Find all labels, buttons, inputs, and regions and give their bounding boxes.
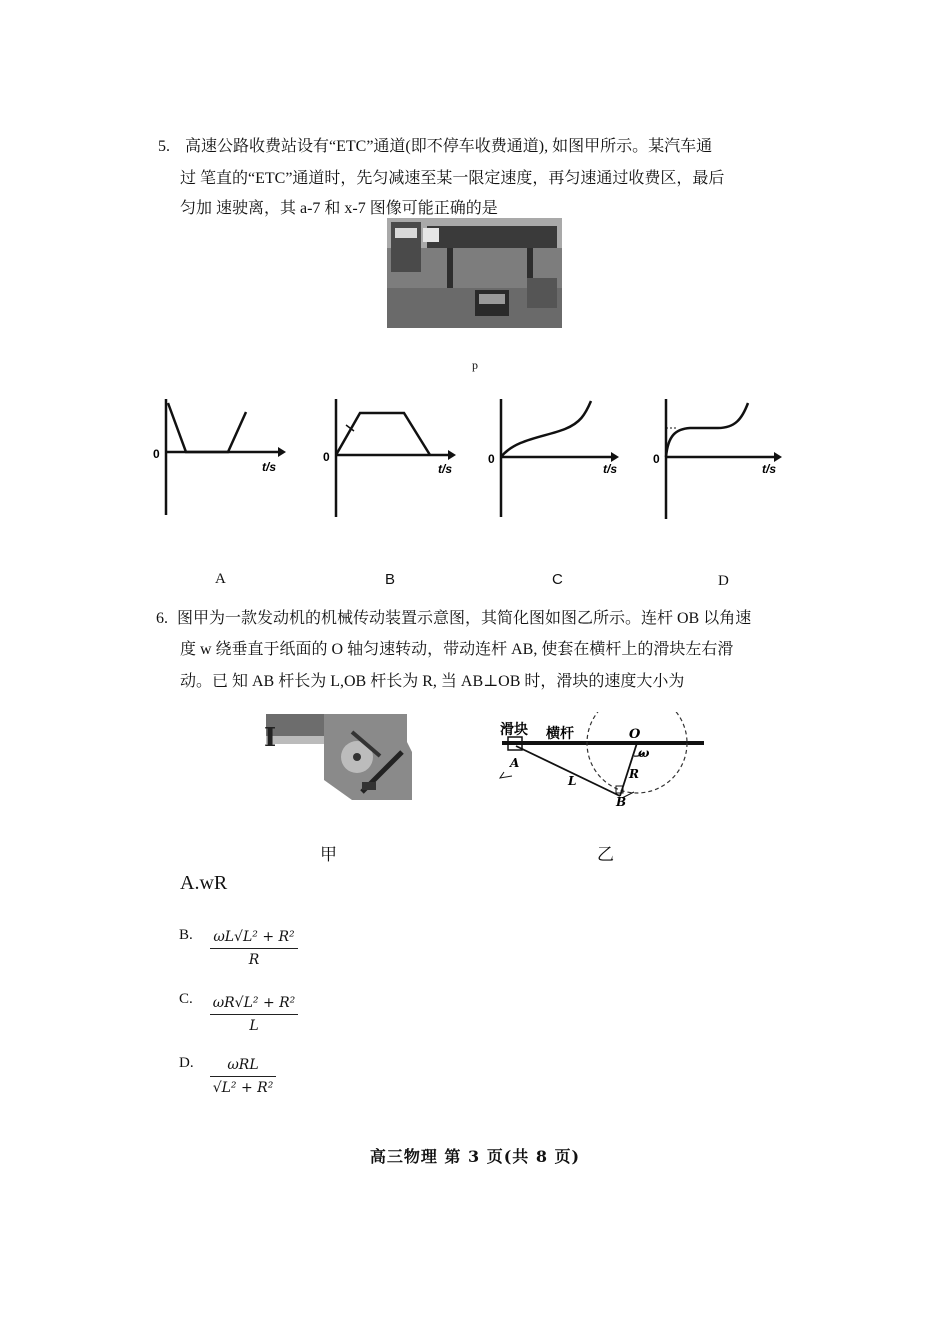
option-d-formula [210,1057,276,1096]
page-footer: 高三物理 第 3 页(共 8 页) [369,1147,581,1166]
q5-text-line2: 过 笔直的“ETC”通道时，先匀减速至某一限定速度，再匀速通过收费区，最后 [180,170,725,187]
label-slider: 滑块 [500,722,528,738]
label-bar: 横杆 [546,726,574,742]
graph-label-d: D [718,573,729,589]
graph-d [650,395,790,520]
label-b: B [616,795,627,807]
graph-c [485,395,625,520]
graph-a-axis-label: t/s [262,460,277,474]
graph-d-origin: 0 [653,452,660,466]
graph-a-origin: 0 [153,447,160,461]
graph-a [150,395,290,520]
graph-d-axis-label: t/s [762,462,777,476]
option-d-denominator: √L² + R² [212,1080,274,1096]
graph-c-axis-label: t/s [603,462,618,476]
q6-text-line1: 图甲为一款发动机的机械传动装置示意图，其简化图如图乙所示。连杆 OB 以角速 [177,610,752,627]
q6-number: 6. [156,610,168,627]
etc-toll-photo [387,218,562,328]
label-r: R [629,767,639,781]
label-o: O [629,727,641,742]
graph-label-c: C [552,571,563,588]
option-d-label: D. [179,1055,194,1071]
graph-b [320,395,460,520]
option-d-numerator: ωRL [227,1057,259,1073]
engine-mechanism-figure [262,712,422,804]
simplified-linkage-diagram [492,712,707,807]
q5-text-line1: 高速公路收费站设有“ETC”通道(即不停车收费通道), 如图甲所示。某汽车通 [185,138,713,155]
option-b-label: B. [179,927,193,943]
option-c-numerator: ωR√L² + R² [212,995,296,1011]
q5-number: 5. [158,138,170,155]
option-c-label: C. [179,991,193,1007]
graph-label-b: B [385,571,396,588]
caption-jia: 甲 [320,845,337,864]
q6-text-line3: 动。已 知 AB 杆长为 L,OB 杆长为 R, 当 AB⊥OB 时，滑块的速度大小为 [180,673,685,690]
graph-b-origin: 0 [323,450,330,464]
graph-b-axis-label: t/s [438,462,453,476]
label-a: A [510,756,520,770]
svg-text:I: I [264,723,277,753]
graph-label-a: A [215,571,226,587]
option-b-formula [210,929,298,968]
option-c-denominator: L [249,1018,259,1034]
q6-text-line2: 度 w 绕垂直于纸面的 O 轴匀速转动，带动连杆 AB, 使套在横杆上的滑块左右滑 [180,641,734,658]
graph-c-origin: 0 [488,452,495,466]
caption-yi: 乙 [597,845,614,864]
label-omega: ω [638,746,650,760]
option-b-denominator: R [248,952,260,968]
option-c-formula [210,995,298,1034]
label-l: L [568,774,577,788]
option-a: A.wR [180,872,228,894]
q5-text-line3: 匀加 速驶离，其 a-7 和 x-7 图像可能正确的是 [180,200,498,217]
photo-caption: p [472,358,478,372]
option-b-numerator: ωL√L² + R² [213,929,295,945]
